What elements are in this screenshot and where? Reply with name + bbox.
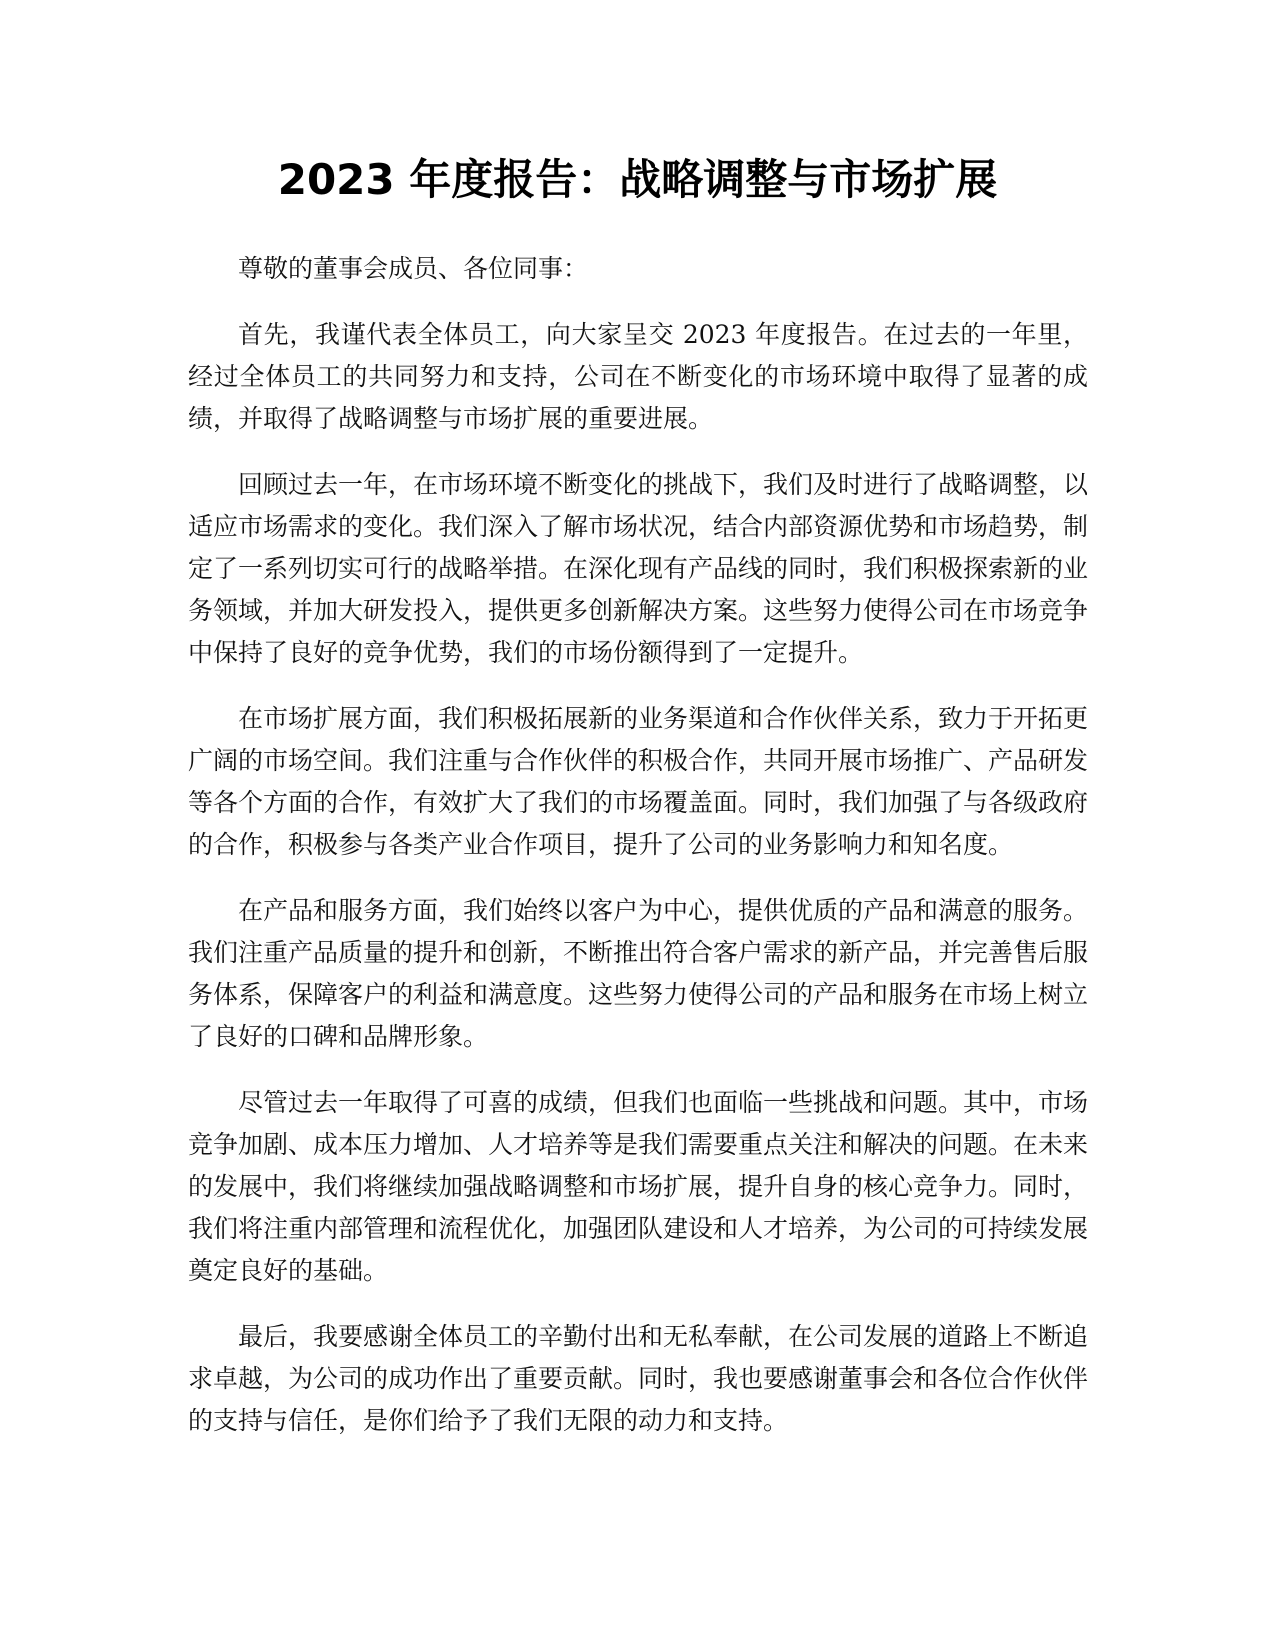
paragraph-intro: 首先，我谨代表全体员工，向大家呈交 2023 年度报告。在过去的一年里，经过全体员工的共同努力和支持，公司在不断变化的市场环境中取得了显著的成绩，并取得了战略调整与市场扩展的重要进展。 [188,320,1088,433]
document-title: 2023 年度报告：战略调整与市场扩展 [277,155,998,204]
salutation: 尊敬的董事会成员、各位同事： [238,254,589,283]
paragraph-strategy-review: 回顾过去一年，在市场环境不断变化的挑战下，我们及时进行了战略调整，以适应市场需求的变化。我们深入了解市场状况，结合内部资源优势和市场趋势，制定了一系列切实可行的战略举措。在深化现有产品线的同时，我们积极探索新的业务领域，并加大研发投入，提供更多创新解决方案。这些努力使得公司在市场竞争中保持了良好的竞争优势，我们的市场份额得到了一定提升。 [188,470,1089,667]
paragraph-thanks: 最后，我要感谢全体员工的辛勤付出和无私奉献，在公司发展的道路上不断追求卓越，为公司的成功作出了重要贡献。同时，我也要感谢董事会和各位合作伙伴的支持与信任，是你们给予了我们无限的动力和支持。 [188,1322,1089,1435]
paragraph-market-expansion: 在市场扩展方面，我们积极拓展新的业务渠道和合作伙伴关系，致力于开拓更广阔的市场空间。我们注重与合作伙伴的积极合作，共同开展市场推广、产品研发等各个方面的合作，有效扩大了我们的市场覆盖面。同时，我们加强了与各级政府的合作，积极参与各类产业合作项目，提升了公司的业务影响力和知名度。 [188,704,1089,859]
paragraph-products-services: 在产品和服务方面，我们始终以客户为中心，提供优质的产品和满意的服务。我们注重产品质量的提升和创新，不断推出符合客户需求的新产品，并完善售后服务体系，保障客户的利益和满意度。这些努力使得公司的产品和服务在市场上树立了良好的口碑和品牌形象。 [188,896,1089,1051]
document-body [188,248,1088,1466]
paragraph-challenges: 尽管过去一年取得了可喜的成绩，但我们也面临一些挑战和问题。其中，市场竞争加剧、成本压力增加、人才培养等是我们需要重点关注和解决的问题。在未来的发展中，我们将继续加强战略调整和市场扩展，提升自身的核心竞争力。同时，我们将注重内部管理和流程优化，加强团队建设和人才培养，为公司的可持续发展奠定良好的基础。 [188,1088,1089,1285]
